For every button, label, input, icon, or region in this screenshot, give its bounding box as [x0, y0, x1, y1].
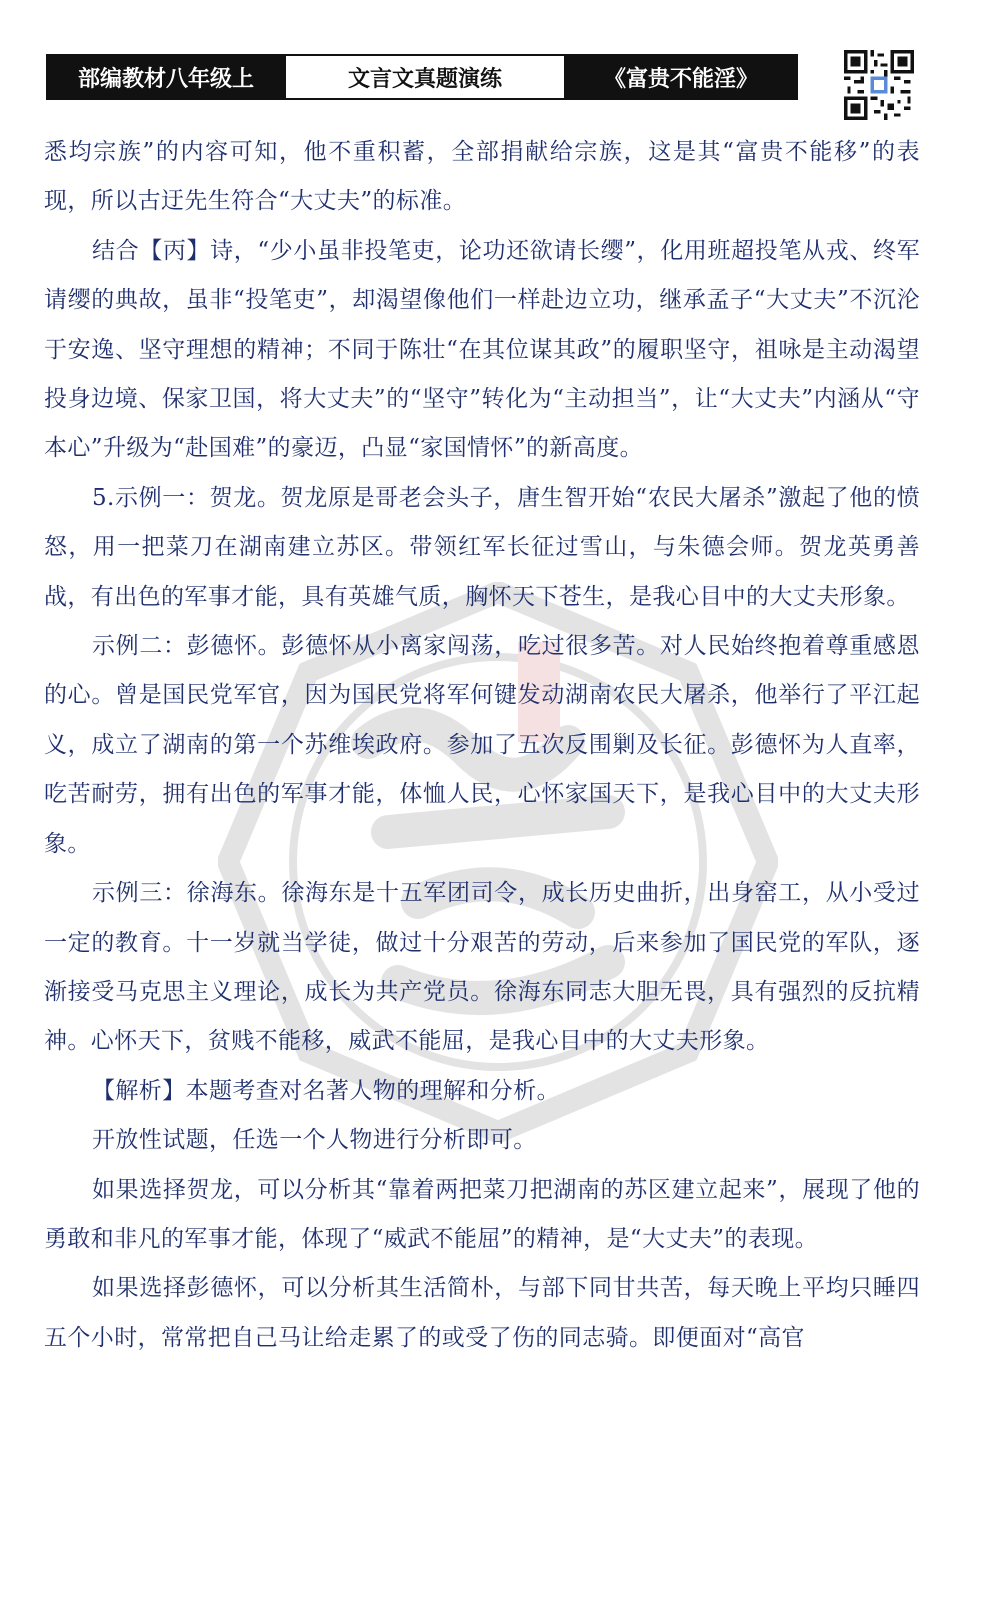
- qr-code-icon[interactable]: [844, 50, 914, 120]
- header-title-label: 《富贵不能淫》: [566, 56, 796, 98]
- document-header: [46, 54, 798, 100]
- paragraph: 如果选择彭德怀，可以分析其生活简朴，与部下同甘共苦，每天晚上平均只睡四五个小时，常常把自己马让给走累了的或受了伤的同志骑。即便面对“高官: [44, 1275, 920, 1351]
- header-section-label: 文言文真题演练: [284, 56, 566, 98]
- paragraph: 示例二：彭德怀。彭德怀从小离家闯荡，吃过很多苦。对人民始终抱着尊重感恩的心。曾是国民党军官，因为国民党将军何键发动湖南农民大屠杀，他举行了平江起义，成立了湖南的第一个苏维埃政府。参加了五次反围剿及长征。彭德怀为人直率，吃苦耐劳，拥有出色的军事才能，体恤人民，心怀家国天下，是我心目中的大丈夫形象。: [44, 633, 920, 857]
- paragraph: 如果选择贺龙，可以分析其“靠着两把菜刀把湖南的苏区建立起来”，展现了他的勇敢和非凡的军事才能，体现了“威武不能屈”的精神，是“大丈夫”的表现。: [44, 1176, 920, 1252]
- paragraph: 开放性试题，任选一个人物进行分析即可。: [92, 1127, 537, 1154]
- answer-text-body: [44, 128, 920, 1363]
- paragraph: 5.示例一：贺龙。贺龙原是哥老会头子，唐生智开始“农民大屠杀”激起了他的愤怒，用一把菜刀在湖南建立苏区。带领红军长征过雪山，与朱德会师。贺龙英勇善战，有出色的军事才能，具有英雄气质，胸怀天下苍生，是我心目中的大丈夫形象。: [44, 484, 920, 610]
- paragraph: 结合【丙】诗，“少小虽非投笔吏，论功还欲请长缨”，化用班超投笔从戎、终军请缨的典故，虽非“投笔吏”，却渴望像他们一样赴边立功，继承孟子“大丈夫”不沉沦于安逸、坚守理想的精神；不同于陈壮“在其位谋其政”的履职坚守，祖咏是主动渴望投身边境、保家卫国，将大丈夫”的“坚守”转化为“主动担当”，让“大丈夫”内涵从“守本心”升级为“赴国难”的豪迈，凸显“家国情怀”的新高度。: [44, 237, 920, 462]
- paragraph: 【解析】本题考查对名著人物的理解和分析。: [92, 1077, 560, 1104]
- header-textbook-label: 部编教材八年级上: [48, 56, 284, 98]
- paragraph: 示例三：徐海东。徐海东是十五军团司令，成长历史曲折，出身窑工，从小受过一定的教育。十一岁就当学徒，做过十分艰苦的劳动，后来参加了国民党的军队，逐渐接受马克思主义理论，成长为共产党员。徐海东同志大胆无畏，具有强烈的反抗精神。心怀天下，贫贱不能移，威武不能屈，是我心目中的大丈夫形象。: [44, 880, 920, 1055]
- paragraph: 悉均宗族”的内容可知，他不重积蓄，全部捐献给宗族，这是其“富贵不能移”的表现，所以古迂先生符合“大丈夫”的标准。: [44, 139, 920, 215]
